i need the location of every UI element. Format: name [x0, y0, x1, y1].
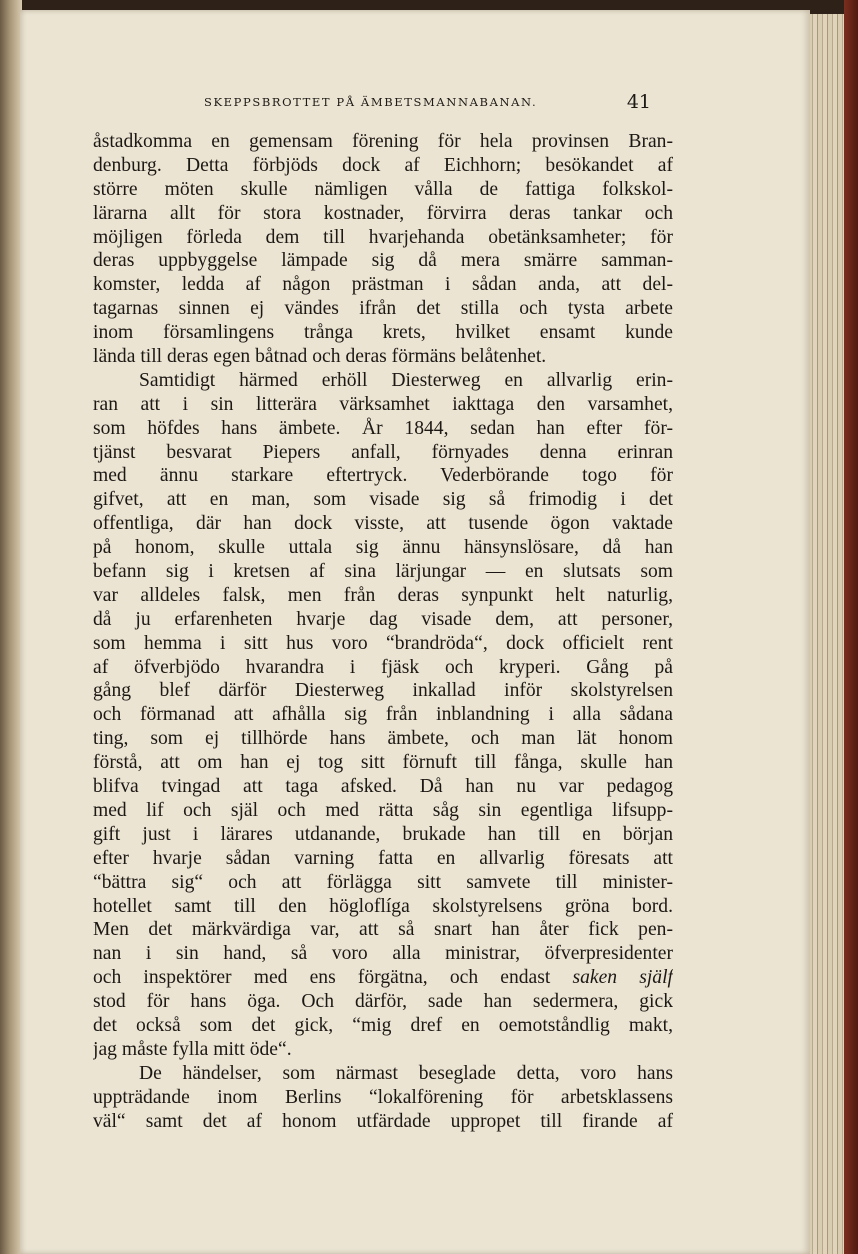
text-line: deras uppbyggelse lämpade sig då mera smärre samman- — [93, 250, 673, 272]
text-line: “bättra sig“ och att förlägga sitt samvete till minister- — [93, 871, 673, 893]
page-number: 41 — [626, 91, 651, 113]
text-line: med lif och själ och med rätta såg sin egentliga lifsupp- — [93, 799, 673, 821]
text-line: nan i sin hand, så voro alla ministrar, öfverpresidenter — [93, 943, 673, 965]
body-text — [93, 130, 673, 1133]
text-line: det också som det gick, “mig dref en oemotståndlig makt, — [93, 1014, 673, 1036]
text-line: då ju erfarenheten hvarje dag visade dem, att personer, — [93, 608, 673, 630]
text-line: hotellet samt till den högloflíga skolstyrelsens gröna bord. — [93, 895, 673, 917]
paragraph-start-line: De händelser, som närmast beseglade detta, voro hans — [139, 1062, 673, 1084]
text-line: var alldeles falsk, men från deras synpunkt helt naturlig, — [93, 584, 673, 606]
text-line: stod för hans öga. Och därför, sade han sedermera, gick — [93, 991, 673, 1013]
text-line: gång blef därför Diesterweg inkallad inför skolstyrelsen — [93, 680, 673, 702]
text-line: med ännu starkare eftertryck. Vederbörande togo för — [93, 465, 673, 487]
paragraph-start-line: Samtidigt härmed erhöll Diesterweg en allvarlig erin- — [139, 369, 673, 391]
text-line: tjänst besvarat Piepers anfall, förnyades denna erinran — [93, 441, 673, 463]
text-line: större möten skulle nämligen vålla de fattiga folkskol- — [93, 178, 673, 200]
text-line: och förmanad att afhålla sig från inblandning i alla sådana — [93, 704, 673, 726]
text-line: ting, som ej tillhörde hans ämbete, och man lät honom — [93, 728, 673, 750]
text-line: lända till deras egen båtnad och deras förmäns belåtenhet. — [93, 346, 547, 368]
text-line: väl“ samt det af honom utfärdade uppropet till firande af — [93, 1110, 673, 1132]
text-line: jag måste fylla mitt öde“. — [93, 1038, 292, 1060]
italic-phrase: saken själf — [572, 967, 673, 989]
text-line: möjligen förleda dem till hvarjehanda obetänksamheter; för — [93, 226, 673, 248]
facing-page-edge — [0, 0, 22, 1254]
text-line: lärarna allt för stora kostnader, förvirra deras tankar och — [93, 202, 673, 224]
text-line-with-italic — [93, 966, 673, 990]
text-line: komster, ledda af någon prästman i sådan anda, att del- — [93, 274, 673, 296]
text-segment: och inspektörer med ens förgätna, och endast — [93, 967, 551, 989]
text-line: ran att i sin litterära värksamhet iakttaga den varsamhet, — [93, 393, 673, 415]
page-header — [84, 93, 651, 113]
text-line: som höfdes hans ämbete. År 1844, sedan han efter för- — [93, 417, 673, 439]
book-cover-edge — [844, 0, 858, 1254]
text-line: af öfverbjödo hvarandra i fjäsk och kryperi. Gång på — [93, 656, 673, 678]
text-line: uppträdande inom Berlins “lokalförening för arbetsklassens — [93, 1086, 673, 1108]
running-title: SKEPPSBROTTET PÅ ÄMBETSMANNABANAN. — [204, 95, 538, 109]
text-line: förstå, att om han ej tog sitt förnuft till fånga, skulle han — [93, 752, 673, 774]
text-line: gifvet, att en man, som visade sig så frimodig i det — [93, 489, 673, 511]
text-line: som hemma i sitt hus voro “brandröda“, dock officielt rent — [93, 632, 673, 654]
text-line: Men det märkvärdiga var, att så snart han åter fick pen- — [93, 919, 673, 941]
text-line: offentliga, där han dock visste, att tusende ögon vaktade — [93, 513, 673, 535]
text-line: gift just i lärares utdanande, brukade han till en början — [93, 823, 673, 845]
text-line: åstadkomma en gemensam förening för hela provinsen Bran- — [93, 131, 673, 152]
text-line: efter hvarje sådan varning fatta en allvarlig föresats att — [93, 847, 673, 869]
text-line: tagarnas sinnen ej vändes ifrån det stilla och tysta arbete — [93, 298, 673, 320]
text-line: denburg. Detta förbjöds dock af Eichhorn; besökandet af — [93, 154, 673, 176]
text-line: blifva tvingad att taga afsked. Då han nu var pedagog — [93, 776, 673, 798]
text-line: inom församlingens trånga krets, hvilket ensamt kunde — [93, 322, 673, 344]
text-line: på honom, skulle uttala sig ännu hänsynslösare, då han — [93, 537, 673, 559]
text-line: befann sig i kretsen af sina lärjungar — en slutsats som — [93, 561, 673, 583]
